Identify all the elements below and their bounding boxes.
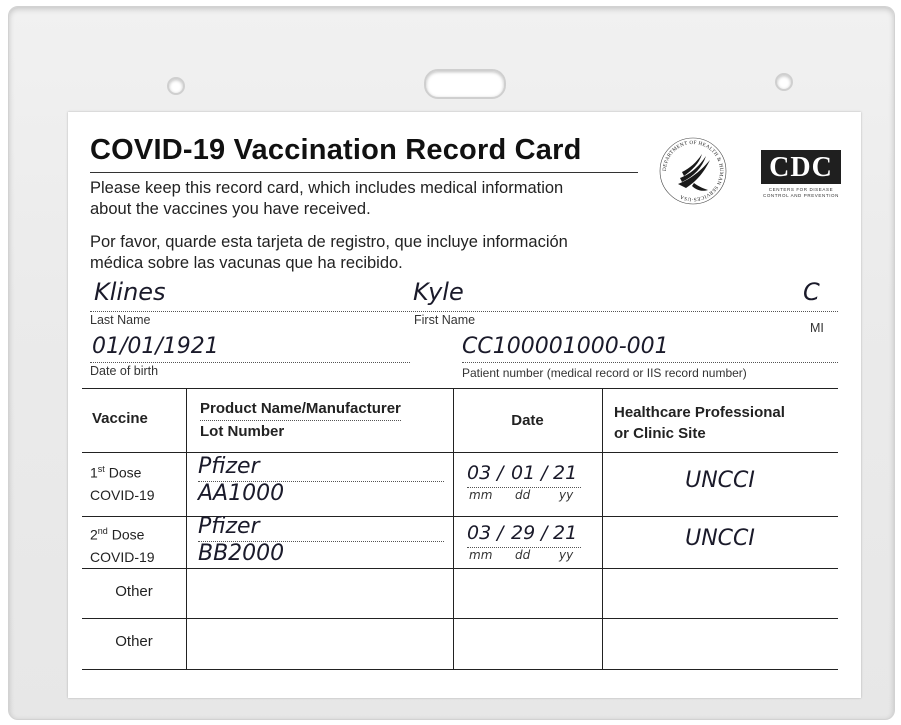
dob-value: 01/01/1921: [92, 334, 219, 359]
dose-2-label: [90, 520, 155, 568]
header-product-line-2: Lot Number: [200, 423, 285, 440]
seal-text: DEPARTMENT OF HEALTH & HUMAN SERVICES·USA: [661, 139, 725, 203]
header-vaccine: Vaccine: [92, 410, 148, 427]
table-row-divider: [82, 568, 838, 569]
cdc-logo: [761, 150, 841, 202]
patient-number-label: Patient number (medical record or IIS record number): [462, 366, 747, 380]
dose-2-year: 21: [553, 522, 578, 544]
dose-2-lot: BB2000: [198, 541, 285, 566]
table-border-top: [82, 388, 838, 389]
dose-1-suffix: st: [97, 464, 105, 474]
intro-english-line-2: about the vaccines you have received.: [90, 200, 371, 218]
date-separator: /: [497, 462, 504, 484]
intro-english: [90, 178, 650, 220]
dose-1-year: 21: [553, 462, 578, 484]
lanyard-slot: [424, 69, 506, 99]
intro-spanish: [90, 232, 650, 274]
patient-number-line: [462, 362, 838, 363]
last-name-value: Klines: [94, 278, 166, 306]
dose-1-lot: AA1000: [198, 481, 285, 506]
dose-2-suffix: nd: [97, 526, 108, 536]
vaccination-card: [68, 112, 861, 698]
mi-label: MI: [810, 321, 824, 335]
table-col-divider: [186, 388, 187, 670]
other-row-2-label: Other: [115, 633, 153, 650]
dob-line: [90, 362, 410, 363]
other-row-1-label: Other: [115, 583, 153, 600]
date-separator: /: [497, 522, 504, 544]
header-date: Date: [511, 412, 544, 429]
date-unit-dd: dd: [515, 488, 531, 502]
date-unit-yy: yy: [559, 548, 574, 562]
dose-1-product: Pfizer: [198, 454, 260, 479]
date-separator: /: [541, 522, 548, 544]
header-site: [614, 402, 785, 444]
vaccine-table: [82, 388, 838, 678]
intro-spanish-line-2: médica sobre las vacunas que ha recibido.: [90, 254, 403, 272]
first-name-label: First Name: [414, 313, 476, 327]
date-unit-dd: dd: [515, 548, 531, 562]
middle-initial-value: C: [803, 278, 820, 306]
first-name-value: Kyle: [413, 278, 464, 306]
intro-spanish-line-1: Por favor, quarde esta tarjeta de registro, que incluye información: [90, 233, 568, 251]
dose-2-product: Pfizer: [198, 514, 260, 539]
header-site-line-1: Healthcare Professional: [614, 404, 785, 421]
dose-2-site: UNCCI: [685, 526, 755, 551]
cdc-subtitle-line-2: CONTROL AND PREVENTION: [762, 193, 840, 198]
header-site-line-2: or Clinic Site: [614, 425, 706, 442]
dob-label: Date of birth: [90, 364, 159, 378]
title-divider: [90, 172, 638, 173]
dose-2-month: 03: [467, 522, 492, 544]
cdc-subtitle-line-1: CENTERS FOR DISEASE: [768, 187, 834, 192]
sleeve-hole-left: [167, 77, 185, 95]
dose-1-month: 03: [467, 462, 492, 484]
dose-1-word: Dose: [108, 464, 142, 481]
sleeve-hole-right: [775, 73, 793, 91]
date-unit-yy: yy: [559, 488, 574, 502]
dose-1-label: [90, 458, 155, 506]
dose-2-number: 2: [90, 526, 98, 543]
dose-2-day: 29: [511, 522, 536, 544]
dose-2-vaccine: COVID-19: [90, 548, 155, 565]
date-separator: /: [541, 462, 548, 484]
header-product: [200, 398, 401, 442]
table-header-divider: [82, 452, 838, 453]
intro-english-line-1: Please keep this record card, which includes medical information: [90, 179, 564, 197]
cdc-logo-mark: CDC: [761, 150, 841, 184]
header-product-line-1: Product Name/Manufacturer: [200, 398, 401, 421]
dose-2-word: Dose: [111, 526, 145, 543]
dose-1-number: 1: [90, 464, 98, 481]
dose-1-vaccine: COVID-19: [90, 486, 155, 503]
dose-1-day: 01: [511, 462, 536, 484]
patient-number-value: CC100001000-001: [462, 334, 669, 359]
cdc-logo-subtitle: [761, 187, 841, 199]
name-line: [90, 311, 838, 312]
dose-1-site: UNCCI: [685, 468, 755, 493]
last-name-label: Last Name: [90, 313, 151, 327]
date-unit-mm: mm: [469, 548, 493, 562]
hhs-seal-icon: [658, 136, 728, 206]
date-unit-mm: mm: [469, 488, 493, 502]
table-row-divider: [82, 618, 838, 619]
table-row-divider: [82, 516, 838, 517]
card-title: COVID-19 Vaccination Record Card: [90, 134, 582, 166]
table-border-bottom: [82, 669, 838, 670]
